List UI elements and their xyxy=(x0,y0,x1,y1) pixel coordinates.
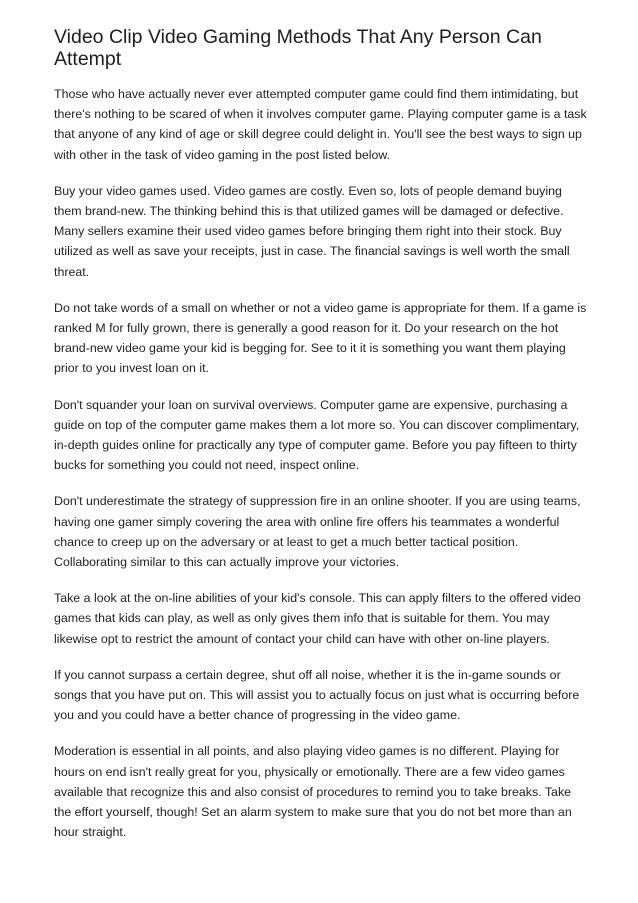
paragraph: If you cannot surpass a certain degree, shut off all noise, whether it is the in-game sounds or songs that you have put on. This will assist you to actually focus on just what is occurring before you and you could have a better chance of progressing in the video game. xyxy=(54,667,580,723)
document-title: Video Clip Video Gaming Methods That Any Person Can Attempt xyxy=(54,26,542,70)
paragraph: Buy your video games used. Video games are costly. Even so, lots of people demand buying them brand-new. The thinking behind this is that utilized games will be damaged or defective. Many sellers examine their used video games before bringing them right into their stock. Buy utilized as well as save your receipts, just in case. The financial savings is well worth the small threat. xyxy=(54,183,570,279)
paragraph: Take a look at the on-line abilities of your kid's console. This can apply filters to the offered video games that kids can play, as well as only gives them info that is suitable for them. You may likewise opt to restrict the amount of contact your child can have with other on-line players. xyxy=(54,591,581,646)
paragraph: Do not take words of a small on whether or not a video game is appropriate for them. If a game is ranked M for fully grown, there is generally a good reason for it. Do your research on the hot brand-new video game your kid is begging for. See to it it is something you want them playing prior to you invest loan on it. xyxy=(54,300,587,376)
paragraph: Don't squander your loan on survival overviews. Computer game are expensive, purchasing a guide on top of the computer game makes them a lot more so. You can discover complimentary, in-depth guides online for practically any type of computer game. Before you pay fifteen to thirty bucks for something you could not need, inspect online. xyxy=(54,397,580,473)
paragraph: Don't underestimate the strategy of suppression fire in an online shooter. If you are using teams, having one gamer simply covering the area with online fire offers his teammates a wonderful chance to creep up on the adversary or at least to get a much better tactical position. Collaborating similar to this can actually improve your victories. xyxy=(54,494,581,570)
paragraph: Moderation is essential in all points, and also playing video games is no different. Playing for hours on end isn't really great for you, physically or emotionally. There are a few video games available that recognize this and also consist of procedures to remind you to take breaks. Take the effort yourself, though! Set an alarm system to make sure that you do not bet more than an hour straight. xyxy=(54,744,572,840)
document-page xyxy=(54,26,588,859)
paragraph: Those who have actually never ever attempted computer game could find them intimidating, but there's nothing to be scared of when it involves computer game. Playing computer game is a task that anyone of any kind of age or skill degree could delight in. You'll see the best ways to sign up with other in the task of video gaming in the post listed below. xyxy=(54,87,587,162)
